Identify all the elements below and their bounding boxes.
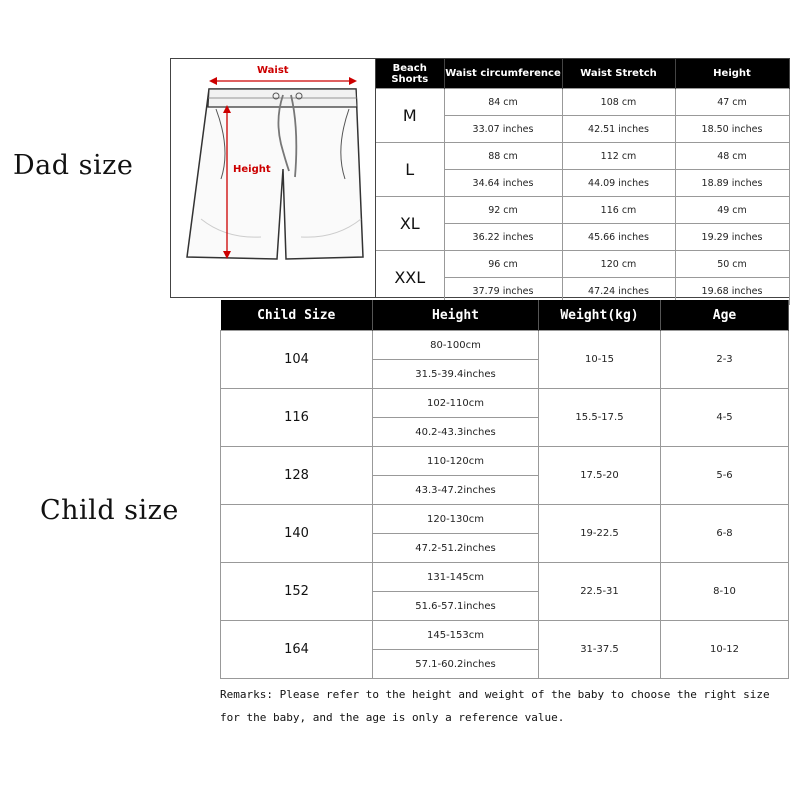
- dad-row-xxl: [376, 251, 789, 278]
- waist-inches: 36.22 inches: [444, 224, 562, 251]
- dad-size-cell: XXL: [376, 251, 444, 305]
- child-size-table: [220, 300, 789, 679]
- waist-inches: 33.07 inches: [444, 116, 562, 143]
- child-row: [221, 621, 789, 650]
- header-weight: Weight(kg): [539, 300, 661, 331]
- child-size-cell: 128: [221, 447, 373, 505]
- waist-cm: 96 cm: [444, 251, 562, 278]
- height-inches: 43.3-47.2inches: [373, 476, 539, 505]
- dad-size-cell: XL: [376, 197, 444, 251]
- height-inches: 51.6-57.1inches: [373, 592, 539, 621]
- dad-size-cell: M: [376, 89, 444, 143]
- height-cm: 145-153cm: [373, 621, 539, 650]
- age-cell: 2-3: [661, 331, 789, 389]
- height-cm: 50 cm: [675, 251, 789, 278]
- height-inches: 19.29 inches: [675, 224, 789, 251]
- waist-label: Waist: [257, 65, 289, 76]
- child-size-cell: 116: [221, 389, 373, 447]
- height-inches: 18.89 inches: [675, 170, 789, 197]
- height-inches: 40.2-43.3inches: [373, 418, 539, 447]
- child-size-label: Child size: [40, 495, 179, 526]
- header-height: Height: [373, 300, 539, 331]
- waist-cm: 92 cm: [444, 197, 562, 224]
- dad-size-chart: [170, 58, 790, 298]
- header-height: Height: [675, 59, 789, 89]
- stretch-inches: 47.24 inches: [562, 278, 675, 305]
- weight-cell: 31-37.5: [539, 621, 661, 679]
- height-cm: 80-100cm: [373, 331, 539, 360]
- child-row: [221, 447, 789, 476]
- stretch-cm: 108 cm: [562, 89, 675, 116]
- height-cm: 49 cm: [675, 197, 789, 224]
- child-row: [221, 563, 789, 592]
- waist-inches: 34.64 inches: [444, 170, 562, 197]
- remarks-note: Remarks: Please refer to the height and weight of the baby to choose the right size for the baby, and the age is only a reference value.: [220, 688, 770, 724]
- height-inches: 57.1-60.2inches: [373, 650, 539, 679]
- stretch-cm: 112 cm: [562, 143, 675, 170]
- height-inches: 47.2-51.2inches: [373, 534, 539, 563]
- shorts-diagram: [171, 59, 376, 297]
- height-inches: 31.5-39.4inches: [373, 360, 539, 389]
- height-cm: 120-130cm: [373, 505, 539, 534]
- age-cell: 8-10: [661, 563, 789, 621]
- waist-cm: 84 cm: [444, 89, 562, 116]
- shorts-illustration: [171, 59, 376, 297]
- dad-size-label: Dad size: [13, 150, 134, 181]
- dad-size-cell: L: [376, 143, 444, 197]
- waist-cm: 88 cm: [444, 143, 562, 170]
- height-cm: 47 cm: [675, 89, 789, 116]
- height-inches: 19.68 inches: [675, 278, 789, 305]
- height-cm: 131-145cm: [373, 563, 539, 592]
- dad-row-xl: [376, 197, 789, 224]
- header-waist-stretch: Waist Stretch: [562, 59, 675, 89]
- stretch-inches: 42.51 inches: [562, 116, 675, 143]
- child-size-cell: 164: [221, 621, 373, 679]
- child-row: [221, 331, 789, 360]
- dad-table-header: [376, 59, 789, 89]
- age-cell: 4-5: [661, 389, 789, 447]
- child-size-cell: 140: [221, 505, 373, 563]
- header-waist-circumference: Waist circumference: [444, 59, 562, 89]
- age-cell: 6-8: [661, 505, 789, 563]
- weight-cell: 19-22.5: [539, 505, 661, 563]
- stretch-cm: 116 cm: [562, 197, 675, 224]
- waist-inches: 37.79 inches: [444, 278, 562, 305]
- stretch-inches: 44.09 inches: [562, 170, 675, 197]
- header-child-size: Child Size: [221, 300, 373, 331]
- height-cm: 48 cm: [675, 143, 789, 170]
- age-cell: 10-12: [661, 621, 789, 679]
- height-inches: 18.50 inches: [675, 116, 789, 143]
- height-cm: 102-110cm: [373, 389, 539, 418]
- child-row: [221, 505, 789, 534]
- weight-cell: 17.5-20: [539, 447, 661, 505]
- dad-size-table: [376, 59, 790, 305]
- dad-row-l: [376, 143, 789, 170]
- header-age: Age: [661, 300, 789, 331]
- child-row: [221, 389, 789, 418]
- header-beach-shorts: Beach Shorts: [376, 59, 444, 89]
- weight-cell: 22.5-31: [539, 563, 661, 621]
- dad-row-m: [376, 89, 789, 116]
- age-cell: 5-6: [661, 447, 789, 505]
- stretch-inches: 45.66 inches: [562, 224, 675, 251]
- weight-cell: 10-15: [539, 331, 661, 389]
- height-label: Height: [233, 164, 271, 175]
- height-cm: 110-120cm: [373, 447, 539, 476]
- stretch-cm: 120 cm: [562, 251, 675, 278]
- weight-cell: 15.5-17.5: [539, 389, 661, 447]
- child-table-header: [221, 300, 789, 331]
- child-size-cell: 104: [221, 331, 373, 389]
- child-size-cell: 152: [221, 563, 373, 621]
